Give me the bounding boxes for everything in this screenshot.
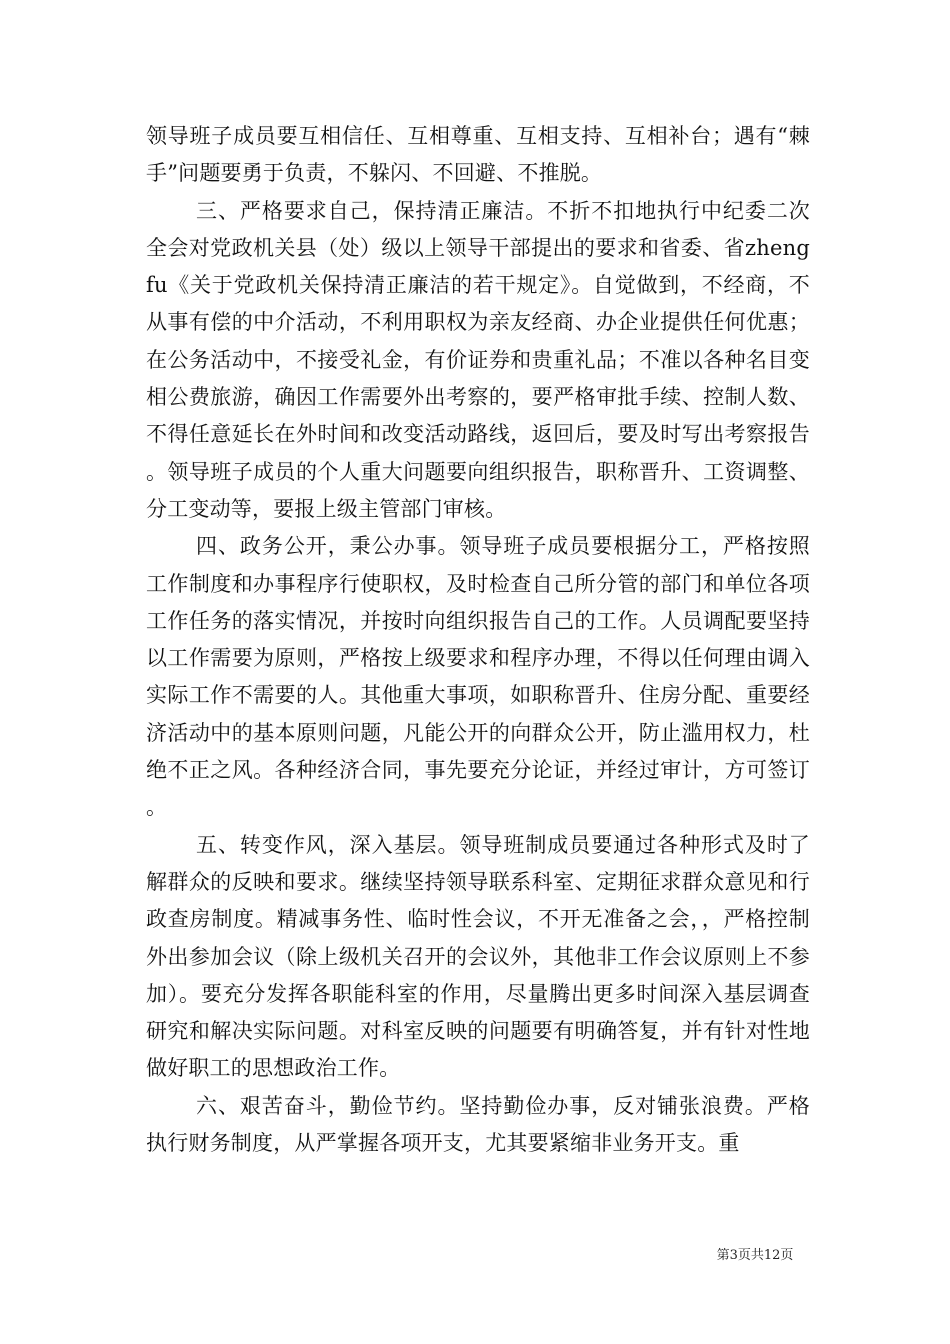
page-footer xyxy=(0,1248,950,1264)
paragraph-continuation: 领导班子成员要互相信任、互相尊重、互相支持、互相补台；遇有“棘手”问题要勇于负责，不躲闪、不回避、不推脱。 xyxy=(146,124,810,186)
document-body xyxy=(146,118,810,1162)
page-number-label: 第3页共12页 xyxy=(716,1248,794,1263)
paragraph-section-4: 四、政务公开，秉公办事。领导班子成员要根据分工，严格按照工作制度和办事程序行使职权，及时检查自己所分管的部门和单位各项工作任务的落实情况，并按时向组织报告自己的工作。人员调配要坚持以工作需要为原则，严格按上级要求和程序办理，不得以任何理由调入实际工作不需要的人。其他重大事项，如职称晋升、住房分配、重要经济活动中的基本原则问题，凡能公开的向群众公开，防止滥用权力，杜绝不正之风。各种经济合同，事先要充分论证，并经过审计，方可签订。 xyxy=(146,534,810,820)
paragraph-section-5: 五、转变作风，深入基层。领导班制成员要通过各种形式及时了解群众的反映和要求。继续坚持领导联系科室、定期征求群众意见和行政查房制度。精减事务性、临时性会议，不开无准备之会，，严格控制外出参加会议（除上级机关召开的会议外，其他非工作会议原则上不参加）。要充分发挥各职能科室的作用，尽量腾出更多时间深入基层调查研究和解决实际问题。对科室反映的问题要有明确答复，并有针对性地做好职工的思想政治工作。 xyxy=(146,832,810,1081)
paragraph-section-3: 三、严格要求自己，保持清正廉洁。不折不扣地执行中纪委二次全会对党政机关县（处）级以上领导干部提出的要求和省委、省zhengfu《关于党政机关保持清正廉洁的若干规定》。自觉做到，不经商，不从事有偿的中介活动，不利用职权为亲友经商、办企业提供任何优惠；在公务活动中，不接受礼金，有价证券和贵重礼品；不准以各种名目变相公费旅游，确因工作需要外出考察的，要严格审批手续、控制人数、不得任意延长在外时间和改变活动路线，返回后，要及时写出考察报告。领导班子成员的个人重大问题要向组织报告，职称晋升、工资调整、分工变动等，要报上级主管部门审核。 xyxy=(146,198,810,521)
paragraph-section-6: 六、艰苦奋斗，勤俭节约。坚持勤俭办事，反对铺张浪费。严格执行财务制度，从严掌握各项开支，尤其要紧缩非业务开支。重 xyxy=(146,1093,810,1156)
